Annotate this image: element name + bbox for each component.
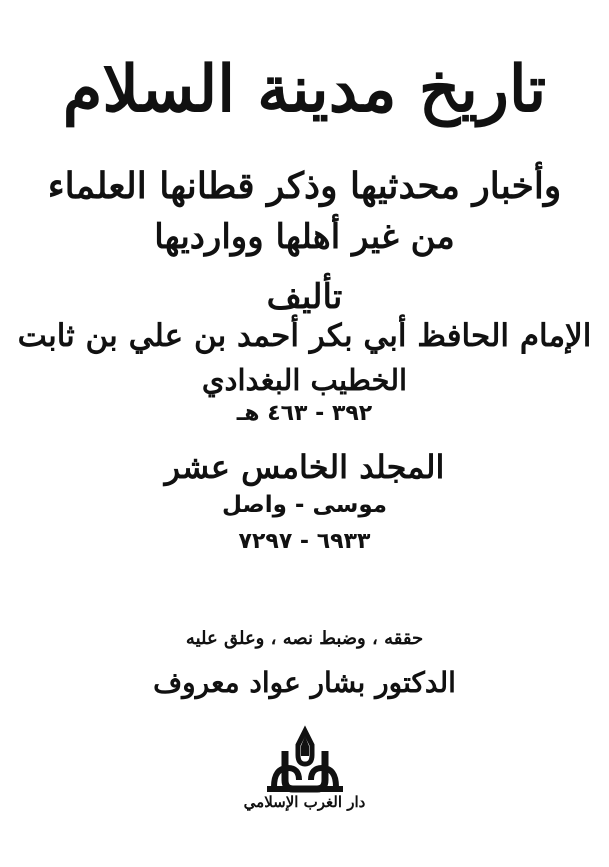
publisher-name: دار الغرب الإسلامي xyxy=(243,793,366,811)
author-nisba: الخطيب البغدادي xyxy=(201,363,408,397)
editor-name: الدكتور بشار عواد معروف xyxy=(153,666,456,699)
volume-range: موسى - واصل xyxy=(221,492,388,518)
book-title: تاريخ مدينة السلام xyxy=(62,52,547,127)
book-subtitle-line-2: من غير أهلها ووارديها xyxy=(154,217,455,257)
volume-title: المجلد الخامس عشر xyxy=(164,448,445,486)
book-subtitle-line-1: وأخبار محدثيها وذكر قطانها العلماء xyxy=(47,165,562,207)
volume-numbers: ٦٩٣٣ - ٧٢٩٧ xyxy=(238,529,371,554)
authored-by-label: تأليف xyxy=(266,277,343,317)
editor-role: حققه ، وضبط نصه ، وعلق عليه xyxy=(185,628,424,649)
dar-al-gharb-logo-icon xyxy=(262,725,348,795)
author-name: الإمام الحافظ أبي بكر أحمد بن علي بن ثابت xyxy=(17,318,592,354)
author-dates: ٣٩٢ - ٤٦٣ هـ xyxy=(236,401,373,426)
